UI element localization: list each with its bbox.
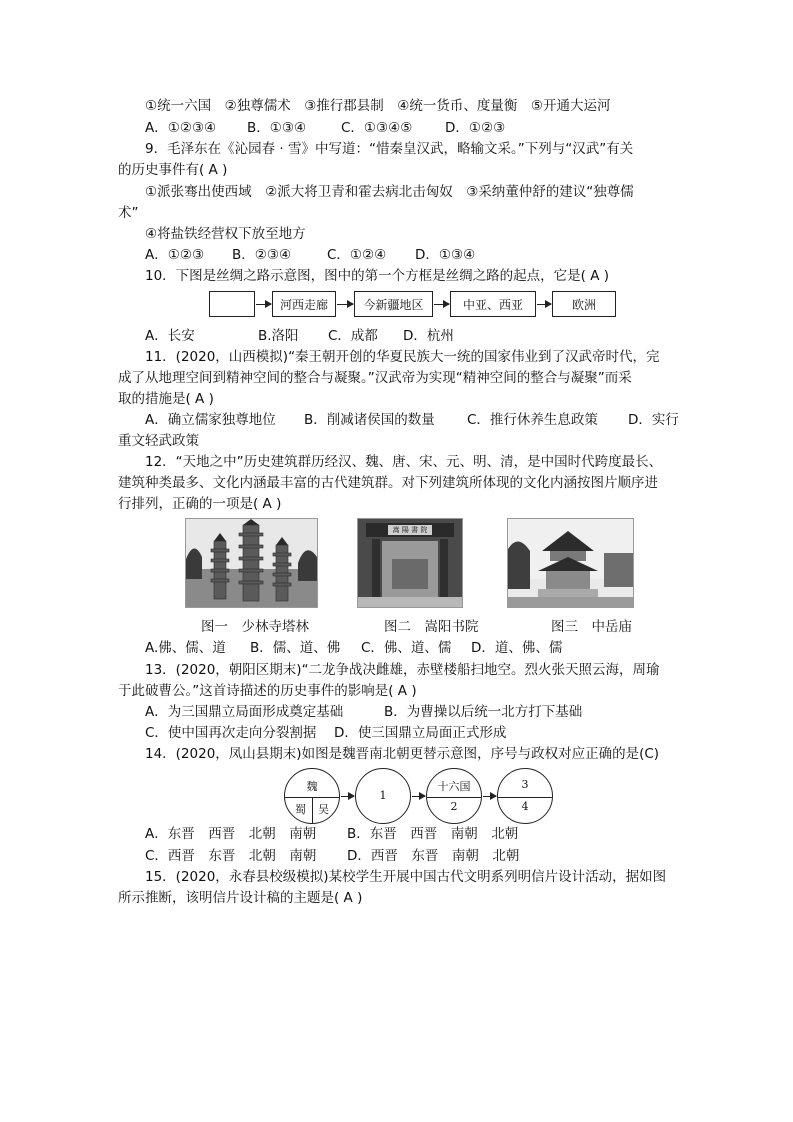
q11-option-a: A．确立儒家独尊地位: [145, 412, 276, 428]
circle-1: [355, 768, 411, 824]
circle-three-kingdoms: [284, 768, 340, 824]
q10-option-a: A．长安: [145, 328, 195, 344]
flow-arrow: [256, 304, 271, 305]
q8-option-d: D．①②③: [445, 120, 506, 136]
label-2: 2: [450, 800, 458, 813]
q9-items-1: ①派张骞出使西域 ②派大将卫青和霍去病北击匈奴 ③采纳董仲舒的建议“独尊儒: [145, 184, 634, 200]
songyang-academy-photo: [357, 518, 463, 608]
q12-stem: 12．“天地之中”历史建筑群历经汉、魏、唐、宋、元、明、清，是中国时代跨度最长、: [145, 454, 663, 470]
q12-stem-cont: 建筑种类最多、文化内涵最丰富的古代建筑群。对下列建筑所体现的文化内涵按图片顺序进: [118, 475, 658, 491]
q12-stem-cont2: 行排列，正确的一项是( A ): [118, 496, 282, 512]
q8-option-c: C．①③④⑤: [341, 120, 413, 136]
label-shu: 蜀: [295, 803, 306, 816]
q13-stem: 13．(2020，朝阳区期末)“二龙争战决雌雄，赤壁楼船扫地空。烈火张天照云海，周瑜: [145, 662, 660, 678]
label-sixteen-kingdoms: 十六国: [437, 780, 471, 793]
q15-stem: 15．(2020，永春县校级模拟)某校学生开展中国古代文明系列明信片设计活动，据如图: [145, 869, 667, 885]
q9-stem: 9．毛泽东在《沁园春 · 雪》中写道：“惜秦皇汉武，略输文采。”下列与“汉武”有关: [145, 141, 634, 157]
circle-16-kingdoms: [426, 768, 482, 824]
q9-option-b: B．②③④: [232, 247, 292, 263]
q14-option-d: D．西晋 东晋 南朝 北朝: [347, 848, 520, 864]
flow-box-central-asia: 中亚、西亚: [450, 291, 536, 317]
flow-box-hexi: 河西走廊: [272, 291, 336, 317]
q10-option-d: D．杭州: [403, 328, 454, 344]
academy-plaque-text: 嵩 陽 書 院: [392, 526, 428, 534]
figure-2-caption: 图二 嵩阳书院: [384, 619, 479, 635]
flow-arrow: [434, 304, 449, 305]
q12-option-b: B．儒、道、佛: [250, 640, 341, 656]
q9-option-c: C．①②④: [327, 247, 387, 263]
q9-stem-cont: 的历史事件有( A ): [118, 162, 228, 178]
q9-option-a: A．①②③: [145, 247, 205, 263]
label-wei: 魏: [306, 780, 318, 793]
circle-3-4: [497, 768, 553, 824]
succession-arrow: [412, 796, 425, 797]
q14-option-c: C．西晋 东晋 北朝 南朝: [145, 848, 317, 864]
q13-option-c: C．使中国再次走向分裂割据: [145, 725, 317, 741]
zhongyue-temple-photo: [507, 518, 634, 608]
q15-stem-cont: 所示推断，该明信片设计稿的主题是( A ): [118, 890, 363, 906]
flow-arrow: [337, 304, 353, 305]
q8-items: ①统一六国 ②独尊儒术 ③推行郡县制 ④统一货币、度量衡 ⑤开通大运河: [145, 98, 611, 114]
q13-option-a: A．为三国鼎立局面形成奠定基础: [145, 704, 344, 720]
q14-option-a: A．东晋 西晋 北朝 南朝: [145, 826, 317, 842]
q11-option-d-cont: 重文轻武政策: [118, 433, 199, 449]
q12-option-c: C．佛、道、儒: [361, 640, 452, 656]
q13-option-b: B．为曹操以后统一北方打下基础: [384, 704, 583, 720]
q10-option-c: C．成都: [328, 328, 378, 344]
q9-option-d: D．①③④: [415, 247, 476, 263]
flow-box-start: [209, 291, 255, 317]
q12-option-d: D．道、佛、儒: [471, 640, 563, 656]
flow-arrow: [537, 304, 551, 305]
q11-option-b: B．削减诸侯国的数量: [304, 412, 435, 428]
q10-stem: 10．下图是丝绸之路示意图，图中的第一个方框是丝绸之路的起点，它是( A ): [145, 268, 610, 284]
q8-option-b: B．①③④: [247, 120, 307, 136]
q11-option-d: D．实行: [628, 412, 679, 428]
q10-option-b: B.洛阳: [258, 328, 299, 344]
q9-items-2: ④将盐铁经营权下放至地方: [145, 226, 306, 242]
figure-1-caption: 图一 少林寺塔林: [201, 619, 309, 635]
q11-stem-cont: 成了从地理空间到精神空间的整合与凝聚。”汉武帝为实现“精神空间的整合与凝聚”而采: [118, 370, 632, 386]
figure-3-caption: 图三 中岳庙: [551, 619, 632, 635]
q13-option-d: D．使三国鼎立局面正式形成: [334, 725, 507, 741]
label-4: 4: [521, 800, 529, 813]
q14-stem: 14．(2020，凤山县期末)如图是魏晋南北朝更替示意图，序号与政权对应正确的是(C): [145, 746, 660, 762]
q14-option-b: B．东晋 西晋 南朝 北朝: [347, 826, 519, 842]
flow-box-europe: 欧洲: [552, 291, 616, 317]
q13-stem-cont: 于此破曹公。”这首诗描述的历史事件的影响是( A ): [118, 683, 417, 699]
q8-option-a: A．①②③④: [145, 120, 217, 136]
label-3: 3: [521, 778, 529, 791]
q12-option-a: A.佛、儒、道: [145, 640, 226, 656]
q9-items-1-cont: 术”: [118, 205, 139, 221]
q11-option-c: C．推行休养生息政策: [467, 412, 598, 428]
label-1: 1: [379, 789, 387, 802]
succession-arrow: [341, 796, 354, 797]
q11-stem: 11．(2020，山西模拟)“秦王朝开创的华夏民族大一统的国家伟业到了汉武帝时代，完: [145, 349, 660, 365]
succession-arrow: [483, 796, 496, 797]
label-wu: 吴: [318, 803, 329, 816]
shaolin-pagoda-photo: [185, 518, 318, 608]
flow-box-xinjiang: 今新疆地区: [354, 291, 433, 317]
q11-stem-cont2: 取的措施是( A ): [118, 391, 214, 407]
